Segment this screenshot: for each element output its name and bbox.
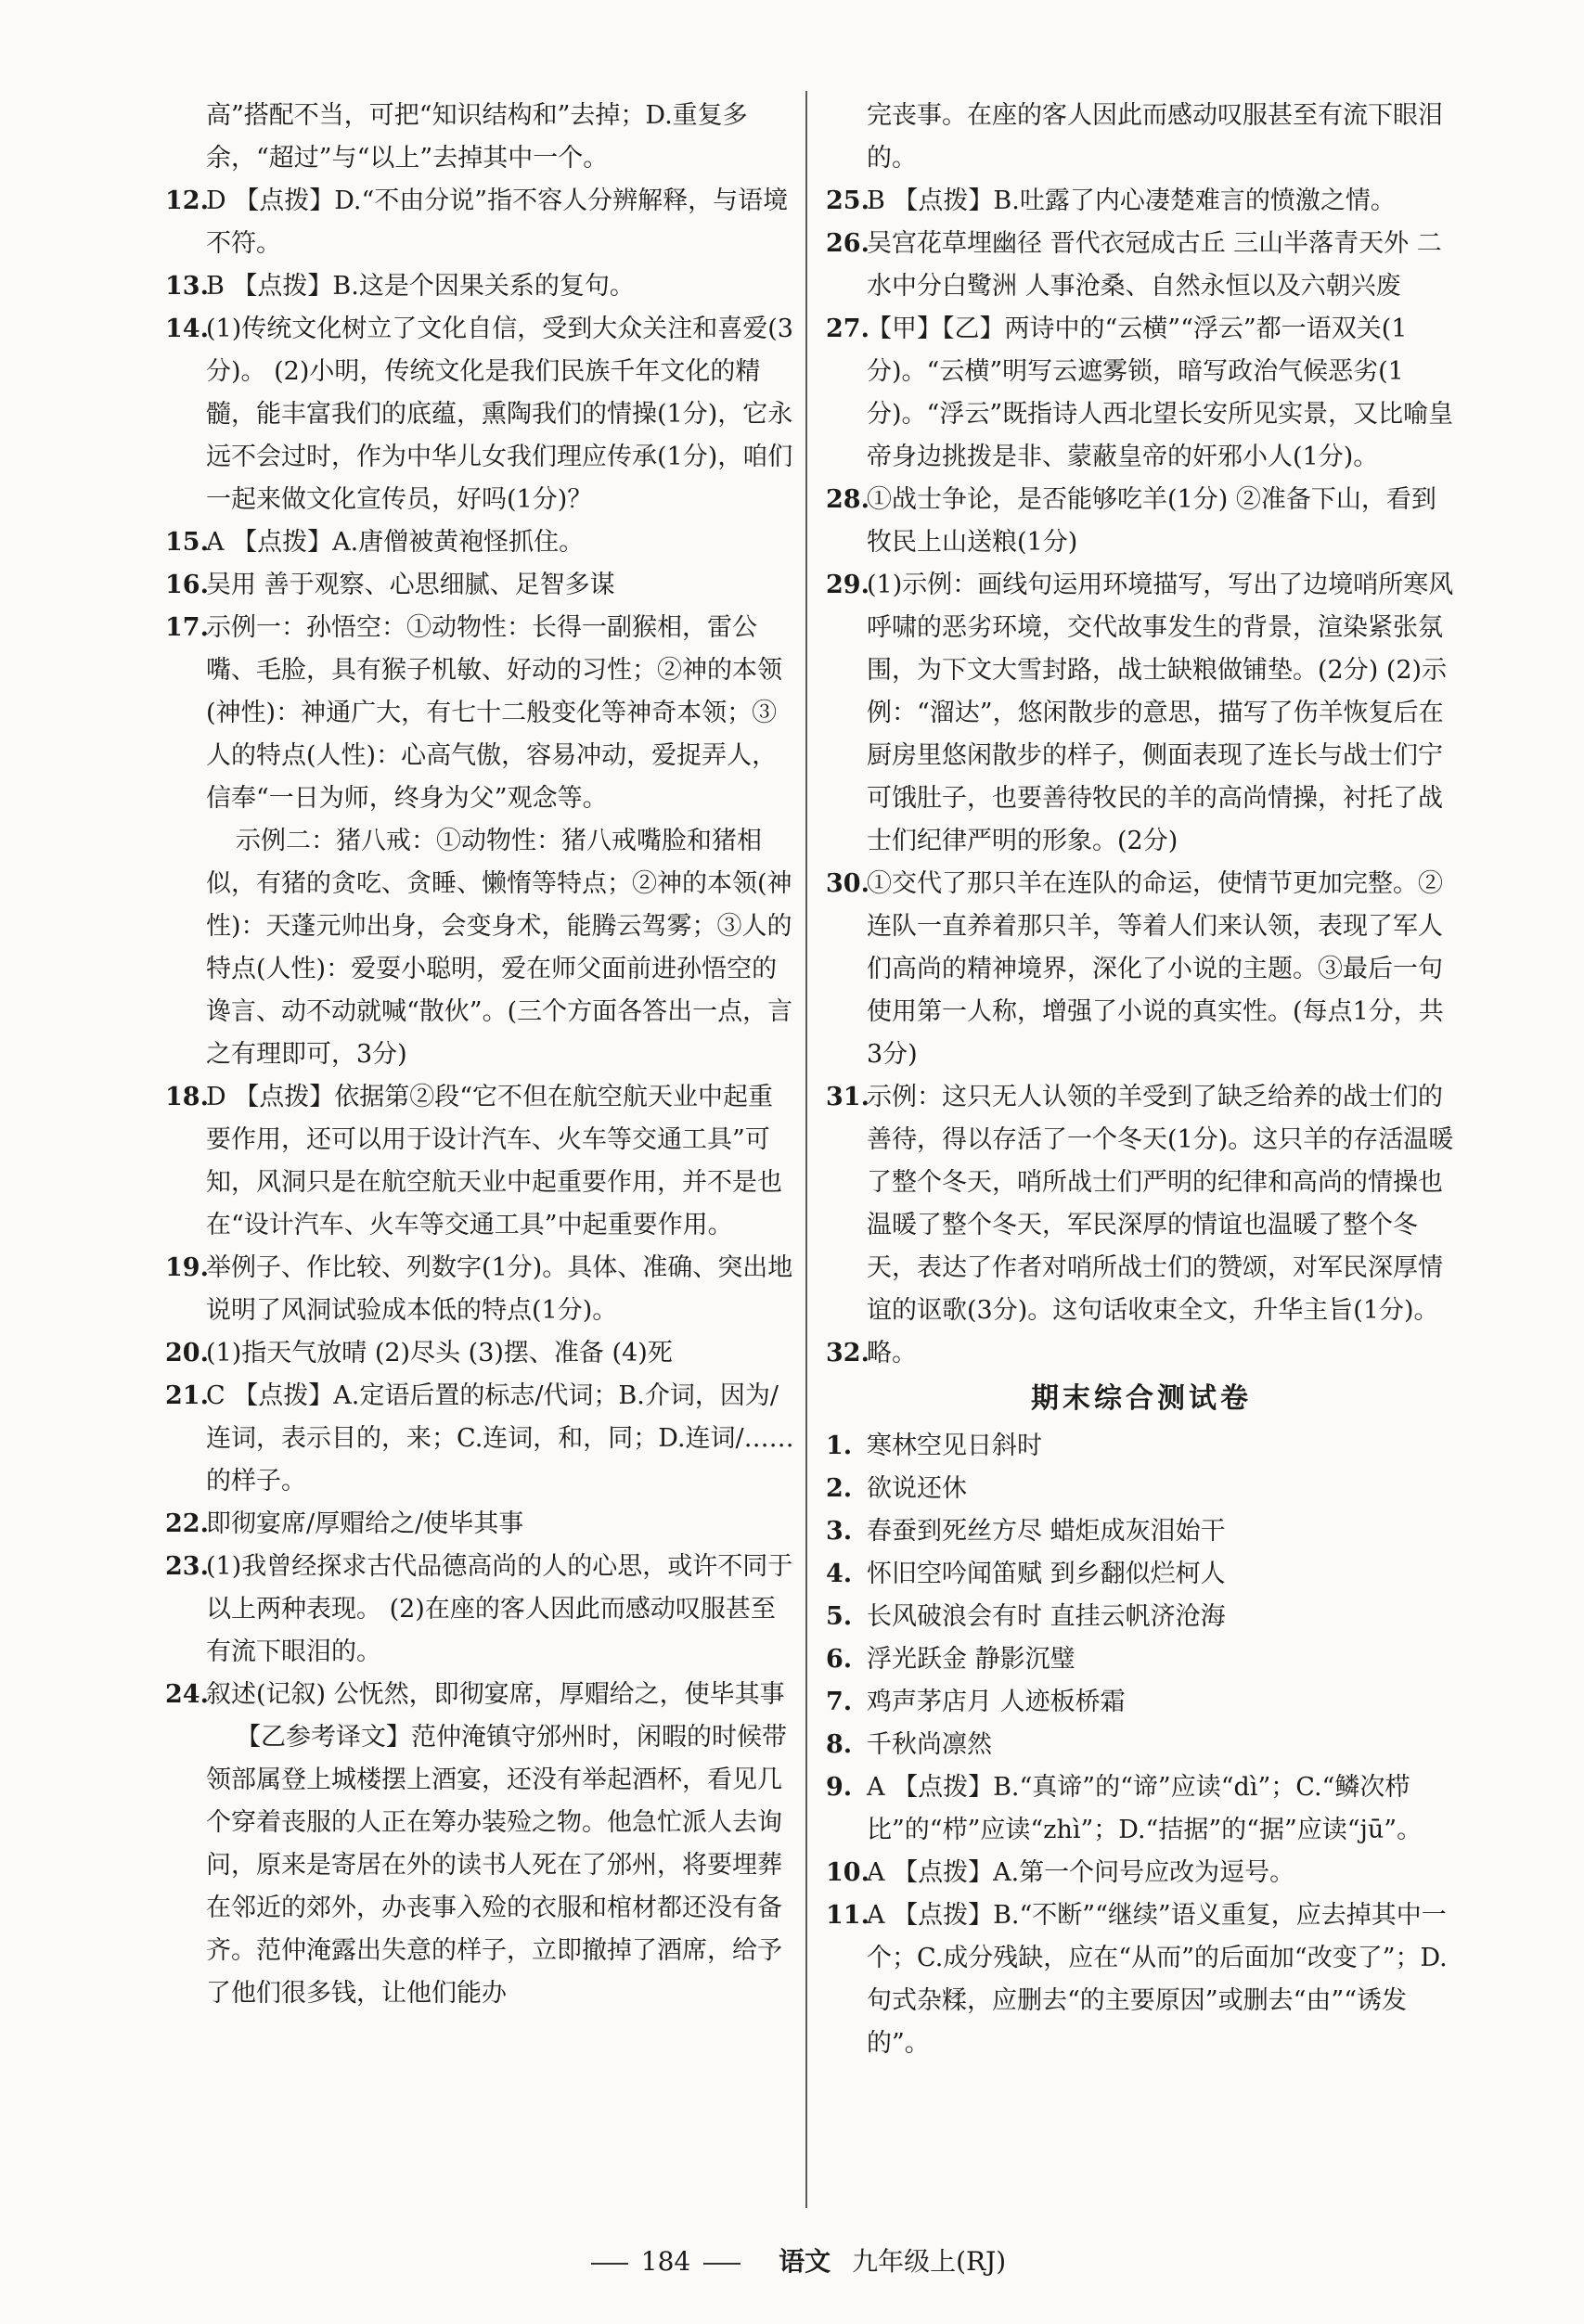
item-number: 4.: [826, 1560, 853, 1588]
item-number: 3.: [826, 1517, 853, 1546]
item-text: (1)传统文化树立了文化自信，受到大众关注和喜爱(3分)。 (2)小明，传统文化是我们民族千年文化的精髓，能丰富我们的底蕴，熏陶我们的情操(1分)，它永远不会过时，作为中华儿女我们理应传承(1分)，咱们一起来做文化宣传员，好吗(1分)？: [206, 315, 793, 514]
item-text: (1)示例：画线句运用环境描写，写出了边境哨所寒风呼啸的恶劣环境，交代故事发生的背景，渲染紧张氛围，为下文大雪封路，战士缺粮做铺垫。(2分) (2)示例：“溜达”，悠闲散步的意思，描写了伤羊恢复后在厨房里悠闲散步的样子，侧面表现了连长与战士们宁可饿肚子，也要善待牧民的羊的高尚情操，衬托了战士们纪律严明的形象。(2分): [867, 571, 1454, 855]
column-divider: [805, 91, 807, 2208]
item-text: A 【点拨】A.第一个问号应改为逗号。: [867, 1858, 1295, 1887]
answer-item: [826, 1332, 1457, 1375]
answer-item: [165, 1247, 796, 1332]
item-text: 【甲】【乙】两诗中的“云横”“浮云”都一语双关(1分)。“云横”明写云遮雾锁，暗写政治气候恶劣(1分)。“浮云”既指诗人西北望长安所见实景，又比喻皇帝身边挑拨是非、蒙蔽皇帝的奸邪小人(1分)。: [867, 315, 1454, 471]
item-number: 32.: [826, 1339, 869, 1367]
item-text: 欲说还休: [867, 1474, 967, 1503]
item-text: 高”搭配不当，可把“知识结构和”去掉；D.重复多余，“超过”与“以上”去掉其中一个。: [206, 101, 748, 173]
item-text: 完丧事。在座的客人因此而感动叹服甚至有流下眼泪的。: [867, 101, 1443, 173]
answer-item: [165, 95, 796, 180]
item-number: 6.: [826, 1645, 853, 1674]
answer-item: [165, 607, 796, 820]
item-text: 长风破浪会有时 直挂云帆济沧海: [867, 1602, 1226, 1631]
item-number: 28.: [826, 485, 869, 514]
answer-item: [826, 1894, 1457, 2065]
item-number: 21.: [165, 1381, 209, 1410]
item-number: 16.: [165, 571, 209, 599]
answer-item: [165, 1674, 796, 1716]
item-number: 23.: [165, 1552, 209, 1581]
item-text: 示例一：孙悟空：①动物性：长得一副猴相，雷公嘴、毛脸，具有猴子机敏、好动的习性；②神的本领(神性)：神通广大，有七十二般变化等神奇本领；③人的特点(人性)：心高气傲，容易冲动，爱捉弄人，信奉“一日为师，终身为父”观念等。: [206, 613, 782, 813]
item-text: A 【点拨】A.唐僧被黄袍怪抓住。: [206, 528, 585, 557]
answer-item: [826, 1596, 1457, 1638]
item-number: 8.: [826, 1730, 853, 1759]
item-number: 9.: [826, 1773, 853, 1802]
item-text: B 【点拨】B.吐露了内心凄楚难言的愤激之情。: [867, 186, 1396, 215]
item-text: D 【点拨】D.“不由分说”指不容人分辨解释，与语境不符。: [206, 186, 789, 258]
answer-item: [165, 265, 796, 308]
answer-item: [826, 1076, 1457, 1332]
footer-grade: 九年级上(RJ): [852, 2246, 1007, 2277]
item-number: 7.: [826, 1688, 853, 1716]
item-number: 14.: [165, 315, 209, 343]
item-number: 26.: [826, 229, 869, 258]
item-number: 2.: [826, 1474, 853, 1503]
item-text: 吴宫花草埋幽径 晋代衣冠成古丘 三山半落青天外 二水中分白鹭洲 人事沧桑、自然永恒以及六朝兴废: [867, 229, 1442, 301]
answer-item: [826, 1425, 1457, 1468]
answer-item: [826, 1510, 1457, 1553]
item-text: 【乙参考译文】范仲淹镇守邠州时，闲暇的时候带领部属登上城楼摆上酒宴，还没有举起酒杯，看见几个穿着丧服的人正在筹办装殓之物。他急忙派人去询问，原来是寄居在外的读书人死在了邠州，将要埋葬在邻近的郊外，办丧事入殓的衣服和棺材都还没有备齐。范仲淹露出失意的样子，立即撤掉了酒席，给予了他们很多钱，让他们能办: [206, 1723, 787, 2008]
answer-item: [826, 308, 1457, 479]
answer-item: [826, 1766, 1457, 1852]
left-column: [165, 95, 796, 2015]
answer-item: [826, 1553, 1457, 1596]
item-text: ①交代了那只羊在连队的命运，使情节更加完整。②连队一直养着那只羊，等着人们来认领，表现了军人们高尚的精神境界，深化了小说的主题。③最后一句使用第一人称，增强了小说的真实性。(每点1分，共3分): [867, 869, 1444, 1069]
answer-item: [826, 1468, 1457, 1510]
item-text: D 【点拨】依据第②段“它不但在航空航天业中起重要作用，还可以用于设计汽车、火车等交通工具”可知，风洞只是在航空航天业中起重要作用，并不是也在“设计汽车、火车等交通工具”中起重要作用。: [206, 1083, 782, 1239]
answer-item: [826, 1681, 1457, 1724]
answer-item: [826, 564, 1457, 863]
answer-item: [826, 1724, 1457, 1766]
item-text: 怀旧空吟闻笛赋 到乡翻似烂柯人: [867, 1560, 1226, 1588]
item-number: 12.: [165, 186, 209, 215]
item-text: C 【点拨】A.定语后置的标志/代词；B.介词，因为/连词，表示目的，来；C.连词，和，同；D.连词/……的样子。: [206, 1381, 794, 1496]
item-number: 24.: [165, 1680, 209, 1709]
item-number: 13.: [165, 272, 209, 301]
answer-item: [165, 1332, 796, 1375]
answer-item: [165, 564, 796, 607]
section-title: 期末综合测试卷: [1031, 1382, 1252, 1415]
answer-item: [165, 521, 796, 564]
item-number: 29.: [826, 571, 869, 599]
item-text: 千秋尚凛然: [867, 1730, 992, 1759]
answer-item: [826, 479, 1457, 564]
item-text: 春蚕到死丝方尽 蜡炬成灰泪始干: [867, 1517, 1226, 1546]
item-number: 17.: [165, 613, 209, 642]
right-column: [826, 95, 1457, 2065]
footer-subject: 语文: [779, 2246, 831, 2277]
item-text: (1)我曾经探求古代品德高尚的人的心思，或许不同于以上两种表现。 (2)在座的客人因此而感动叹服甚至有流下眼泪的。: [206, 1552, 793, 1666]
item-number: 19.: [165, 1253, 209, 1282]
answer-item: [165, 1503, 796, 1546]
item-number: 22.: [165, 1509, 209, 1538]
item-text: ①战士争论，是否能够吃羊(1分) ②准备下山，看到牧民上山送粮(1分): [867, 485, 1436, 557]
item-number: 5.: [826, 1602, 853, 1631]
item-text: 鸡声茅店月 人迹板桥霜: [867, 1688, 1126, 1716]
item-text: A 【点拨】B.“不断”“继续”语义重复，应去掉其中一个；C.成分残缺，应在“从而”的后面加“改变了”；D.句式杂糅，应删去“的主要原因”或删去“由”“诱发的”。: [867, 1901, 1448, 2058]
item-number: 25.: [826, 186, 869, 215]
answer-item: [165, 1546, 796, 1674]
answer-item: [165, 1375, 796, 1503]
item-text: A 【点拨】B.“真谛”的“谛”应读“dì”；C.“鳞次栉比”的“栉”应读“zhì”；D.“拮据”的“据”应读“jū”。: [867, 1773, 1423, 1844]
answer-item: [165, 1716, 796, 2015]
answer-item: [165, 180, 796, 265]
item-number: 20.: [165, 1339, 209, 1367]
page-footer: [0, 2241, 1584, 2279]
item-number: 1.: [826, 1432, 853, 1460]
answer-item: [826, 1638, 1457, 1681]
answer-item: [826, 95, 1457, 180]
item-text: 举例子、作比较、列数字(1分)。具体、准确、突出地说明了风洞试验成本低的特点(1分)。: [206, 1253, 793, 1325]
item-text: 叙述(记叙) 公怃然，即彻宴席，厚赗给之，使毕其事: [206, 1680, 785, 1709]
item-text: 寒林空见日斜时: [867, 1432, 1042, 1460]
item-number: 18.: [165, 1083, 209, 1111]
item-number: 15.: [165, 528, 209, 557]
item-text: (1)指天气放晴 (2)尽头 (3)摆、准备 (4)死: [206, 1339, 673, 1367]
item-text: 吴用 善于观察、心思细腻、足智多谋: [206, 571, 615, 599]
item-text: 略。: [867, 1339, 917, 1367]
item-text: B 【点拨】B.这是个因果关系的复句。: [206, 272, 635, 301]
item-number: 10.: [826, 1858, 869, 1887]
item-text: 示例二：猪八戒：①动物性：猪八戒嘴脸和猪相似，有猪的贪吃、贪睡、懒惰等特点；②神的本领(神性)：天蓬元帅出身，会变身术，能腾云驾雾；③人的特点(人性)：爱耍小聪明，爱在师父面前进孙悟空的谗言、动不动就喊“散伙”。(三个方面各答出一点，言之有理即可，3分): [206, 827, 793, 1069]
item-number: 31.: [826, 1083, 869, 1111]
answer-item: [826, 863, 1457, 1076]
answer-item: [826, 1852, 1457, 1894]
answer-item: [165, 820, 796, 1076]
item-text: 浮光跃金 静影沉璧: [867, 1645, 1075, 1674]
page-number: 184: [640, 2246, 691, 2277]
answer-item: [165, 308, 796, 521]
item-number: 30.: [826, 869, 869, 898]
item-number: 27.: [826, 315, 869, 343]
item-number: 11.: [826, 1901, 869, 1930]
item-text: 即彻宴席/厚赗给之/使毕其事: [206, 1509, 524, 1538]
answer-item: [826, 223, 1457, 308]
answer-item: [165, 1076, 796, 1247]
item-text: 示例：这只无人认领的羊受到了缺乏给养的战士们的善待，得以存活了一个冬天(1分)。这只羊的存活温暖了整个冬天，哨所战士们严明的纪律和高尚的情操也温暖了整个冬天，军民深厚的情谊也温暖了整个冬天，表达了作者对哨所战士们的赞颂，对军民深厚情谊的讴歌(3分)。这句话收束全文，升华主旨(1分)。: [867, 1083, 1454, 1325]
answer-item: [826, 180, 1457, 223]
